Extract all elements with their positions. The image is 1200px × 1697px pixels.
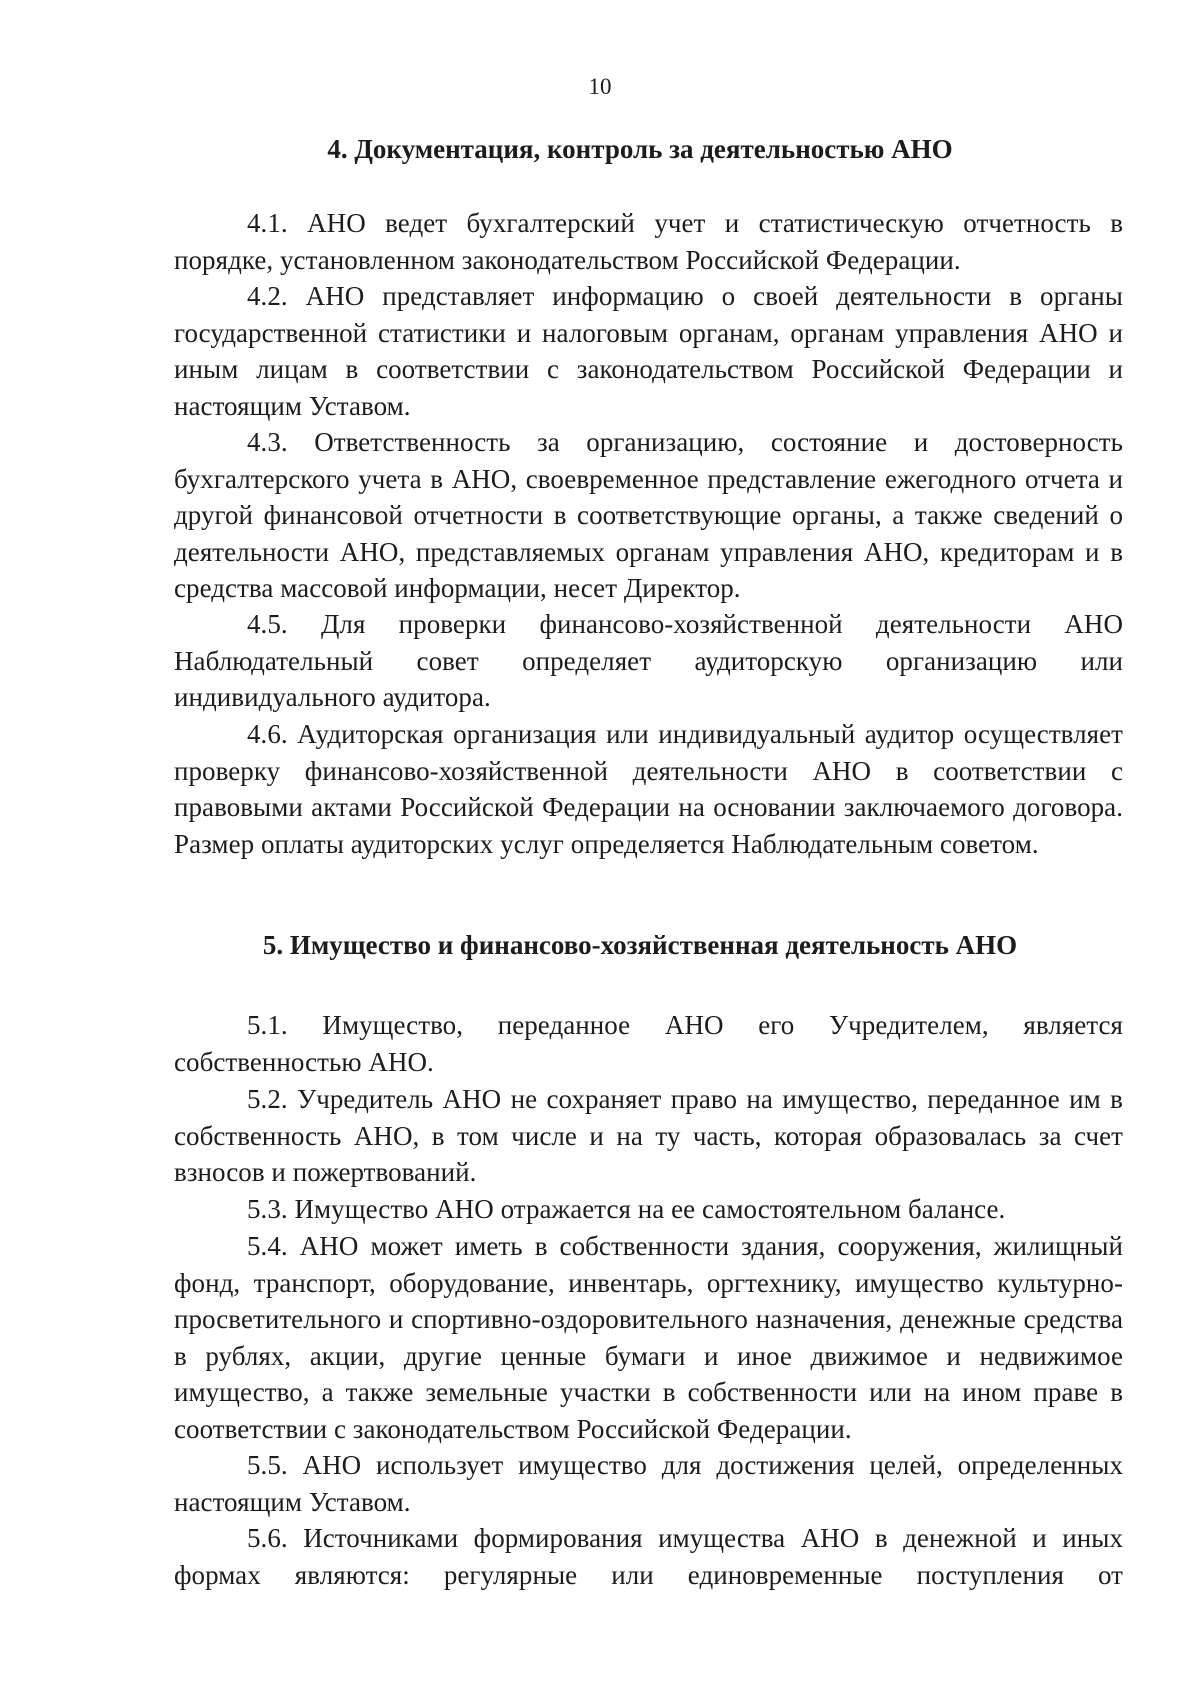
page-number: 10 xyxy=(588,74,612,99)
section-5-heading: 5. Имущество и финансово-хозяйственная деятельность АНО xyxy=(262,930,1018,960)
section-4-heading: 4. Документация, контроль за деятельностью АНО xyxy=(327,134,953,164)
paragraph-4-1: 4.1. АНО ведет бухгалтерский учет и статистическую отчетность в порядке, установленном законодательством Российской Федерации. xyxy=(174,208,1123,275)
paragraph-5-1: 5.1. Имущество, переданное АНО его Учредителем, является собственностью АНО. xyxy=(174,1010,1123,1077)
paragraph-5-5: 5.5. АНО использует имущество для достижения целей, определенных настоящим Уставом. xyxy=(174,1450,1123,1517)
paragraph-4-6: 4.6. Аудиторская организация или индивидуальный аудитор осуществляет проверку финансово-хозяйственной деятельности АНО в соответствии с правовыми актами Российской Федерации на основании заключаемого договора. Размер оплаты аудиторских услуг определяется Наблюдательным советом. xyxy=(174,719,1123,859)
paragraph-4-2: 4.2. АНО представляет информацию о своей деятельности в органы государственной статистики и налоговым органам, органам управления АНО и иным лицам в соответствии с законодательством Российской Федерации и настоящим Уставом. xyxy=(174,281,1123,421)
paragraph-5-4: 5.4. АНО может иметь в собственности здания, сооружения, жилищный фонд, транспорт, оборудование, инвентарь, оргтехнику, имущество культурно-просветительного и спортивно-оздоровительного назначения, денежные средства в рублях, акции, другие ценные бумаги и иное движимое и недвижимое имущество, а также земельные участки в собственности или на ином праве в соответствии с законодательством Российской Федерации. xyxy=(174,1231,1123,1444)
paragraph-5-2: 5.2. Учредитель АНО не сохраняет право на имущество, переданное им в собственность АНО, в том числе и на ту часть, которая образовалась за счет взносов и пожертвований. xyxy=(174,1084,1123,1187)
paragraph-4-3: 4.3. Ответственность за организацию, состояние и достоверность бухгалтерского учета в АНО, своевременное представление ежегодного отчета и другой финансовой отчетности в соответствующие органы, а также сведений о деятельности АНО, представляемых органам управления АНО, кредиторам и в средства массовой информации, несет Директор. xyxy=(174,427,1123,603)
paragraph-4-5: 4.5. Для проверки финансово-хозяйственной деятельности АНО Наблюдательный совет определяет аудиторскую организацию или индивидуального аудитора. xyxy=(174,609,1123,712)
paragraph-5-3: 5.3. Имущество АНО отражается на ее самостоятельном балансе. xyxy=(247,1194,1006,1224)
paragraph-5-6: 5.6. Источниками формирования имущества АНО в денежной и иных формах являются: регулярные или единовременные поступления от xyxy=(174,1523,1123,1590)
